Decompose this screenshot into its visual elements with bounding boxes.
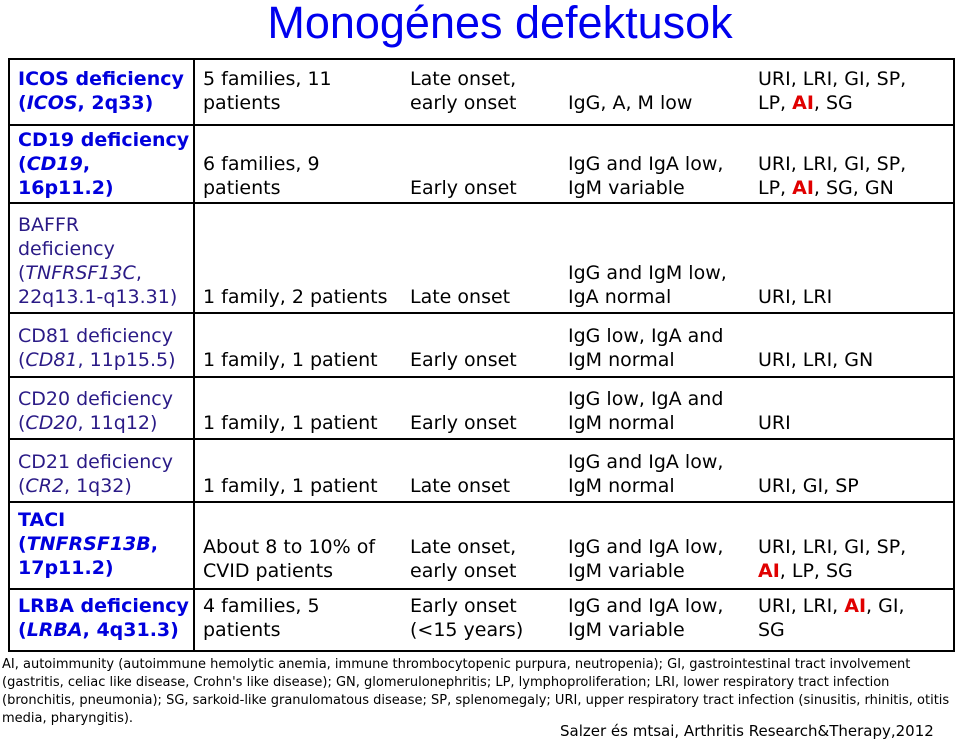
- ig-line: IgM variable: [568, 177, 685, 199]
- manif-text: URI, GI, SP: [758, 475, 859, 497]
- row-divider: [8, 312, 955, 314]
- row-divider: [8, 501, 955, 503]
- deficiency-label: BAFFR: [18, 214, 80, 236]
- table-border-right: [953, 58, 955, 652]
- ig-line: IgM variable: [568, 619, 685, 641]
- paren: ,: [150, 533, 158, 555]
- immunoglobulin-cell: [568, 594, 748, 642]
- onset-line: early onset: [410, 560, 517, 582]
- onset-cell: [410, 67, 560, 115]
- chromosome-locus: 16p11.2): [18, 177, 114, 199]
- onset-cell: [410, 176, 560, 200]
- manif-text: LP,: [758, 92, 793, 114]
- immunoglobulin-cell: [568, 261, 748, 309]
- ig-line: IgG low, IgA and: [568, 388, 724, 410]
- manifestations-cell: [758, 594, 953, 642]
- families-line: patients: [203, 92, 281, 114]
- chromosome-locus: 22q13.1-q13.31): [18, 286, 178, 308]
- paren: (: [18, 262, 26, 284]
- row-divider: [8, 376, 955, 378]
- families-line: 1 family, 1 patient: [203, 412, 378, 434]
- families-cell: [203, 67, 403, 115]
- paren: (: [18, 533, 27, 555]
- manifestations-cell: [758, 285, 953, 309]
- chromosome-locus: 17p11.2): [18, 557, 114, 579]
- gene-deficiency-name: [18, 508, 198, 580]
- families-line: patients: [203, 619, 281, 641]
- families-line: About 8 to 10% of: [203, 536, 376, 558]
- ig-line: IgG and IgA low,: [568, 595, 724, 617]
- paren: ,: [82, 153, 91, 175]
- families-line: CVID patients: [203, 560, 334, 582]
- manifestations-cell: [758, 535, 953, 583]
- row-divider: [8, 438, 955, 440]
- onset-line: Early onset: [410, 412, 517, 434]
- families-line: 1 family, 2 patients: [203, 286, 388, 308]
- gene-symbol: CD20: [25, 412, 78, 434]
- table-border-top: [8, 58, 955, 60]
- manif-text: , SG: [813, 92, 853, 114]
- immunoglobulin-cell: [568, 324, 748, 372]
- ig-line: IgG, A, M low: [568, 92, 693, 114]
- deficiency-label: ICOS deficiency: [18, 68, 184, 90]
- families-cell: [203, 348, 403, 372]
- deficiency-label: LRBA deficiency: [18, 595, 189, 617]
- manifestations-cell: [758, 474, 953, 498]
- families-cell: [203, 594, 403, 642]
- onset-cell: [410, 594, 560, 642]
- manifestations-cell: [758, 67, 953, 115]
- gene-symbol: CR2: [25, 475, 64, 497]
- ig-line: IgM variable: [568, 560, 685, 582]
- immunoglobulin-cell: [568, 152, 748, 200]
- gene-deficiency-name: [18, 213, 198, 309]
- gene-symbol: CD19: [26, 153, 83, 175]
- paren: (: [18, 475, 26, 497]
- manif-text: URI: [758, 412, 791, 434]
- onset-cell: [410, 348, 560, 372]
- deficiency-label: deficiency: [18, 238, 115, 260]
- chromosome-locus: , 1q32): [63, 475, 132, 497]
- manif-text: , GI,: [866, 595, 905, 617]
- manif-text: URI, LRI, GI, SP,: [758, 536, 907, 558]
- chromosome-locus: , 11q12): [77, 412, 158, 434]
- autoimmunity-highlight: AI: [758, 560, 780, 582]
- onset-line: (<15 years): [410, 619, 524, 641]
- ig-line: IgG low, IgA and: [568, 325, 724, 347]
- onset-line: Early onset: [410, 595, 517, 617]
- gene-deficiency-name: [18, 387, 198, 435]
- families-cell: [203, 535, 403, 583]
- families-line: 1 family, 1 patient: [203, 349, 378, 371]
- row-divider: [8, 124, 955, 126]
- manif-text: SG: [758, 619, 785, 641]
- families-cell: [203, 411, 403, 435]
- onset-line: Late onset,: [410, 68, 517, 90]
- paren: ,: [135, 262, 142, 284]
- families-line: 4 families, 5: [203, 595, 320, 617]
- onset-cell: [410, 411, 560, 435]
- deficiency-table: [8, 58, 955, 652]
- gene-symbol: TNFRSF13C: [25, 262, 136, 284]
- deficiency-label: CD19 deficiency: [18, 129, 190, 151]
- onset-line: Late onset: [410, 286, 511, 308]
- deficiency-label: CD81 deficiency: [18, 325, 173, 347]
- onset-line: early onset: [410, 92, 517, 114]
- gene-deficiency-name: [18, 128, 198, 200]
- table-border-bottom: [8, 650, 955, 652]
- manifestations-cell: [758, 348, 953, 372]
- chromosome-locus: , 4q31.3): [82, 619, 179, 641]
- gene-deficiency-name: [18, 594, 198, 642]
- autoimmunity-highlight: AI: [792, 177, 814, 199]
- deficiency-label: TACI: [18, 509, 66, 531]
- manif-text: URI, LRI, GI, SP,: [758, 68, 907, 90]
- abbreviation-footnote: AI, autoimmunity (autoimmune hemolytic anemia, immune thrombocytopenic purpura, neutropenia); GI, gastrointestinal tract involvement (gastritis, celiac like disease, Crohn's like disease); GN, glomerulonephritis; LP, lymphoproliferation; LRI, lower respiratory tract infection (bronchitis, pneumonia); SG, sarkoid-like granulomatous disease; SP, splenomegaly; URI, upper respiratory tract infection (sinusitis, rhinitis, otitis media, pharyngitis).: [2, 657, 950, 726]
- citation: Salzer és mtsai, Arthritis Research&Therapy,2012: [560, 722, 934, 740]
- families-line: patients: [203, 177, 281, 199]
- manifestations-cell: [758, 152, 953, 200]
- manif-text: LP,: [758, 177, 793, 199]
- immunoglobulin-cell: [568, 91, 748, 115]
- deficiency-label: CD21 deficiency: [18, 451, 173, 473]
- gene-symbol: ICOS: [26, 92, 78, 114]
- onset-cell: [410, 474, 560, 498]
- paren: (: [18, 349, 26, 371]
- families-line: 5 families, 11: [203, 68, 332, 90]
- manif-text: URI, LRI: [758, 286, 833, 308]
- families-line: 1 family, 1 patient: [203, 475, 378, 497]
- ig-line: IgA normal: [568, 286, 672, 308]
- table-border-left: [8, 58, 10, 652]
- gene-deficiency-name: [18, 450, 198, 498]
- manif-text: URI, LRI, GN: [758, 349, 874, 371]
- ig-line: IgM normal: [568, 475, 675, 497]
- onset-cell: [410, 535, 560, 583]
- manif-text: URI, LRI, GI, SP,: [758, 153, 907, 175]
- onset-line: Late onset: [410, 475, 511, 497]
- onset-line: Early onset: [410, 177, 517, 199]
- paren: (: [18, 619, 27, 641]
- deficiency-label: CD20 deficiency: [18, 388, 173, 410]
- paren: (: [18, 412, 26, 434]
- paren: (: [18, 153, 27, 175]
- gene-symbol: LRBA: [26, 619, 83, 641]
- ig-line: IgG and IgM low,: [568, 262, 727, 284]
- immunoglobulin-cell: [568, 450, 748, 498]
- row-divider: [8, 202, 955, 204]
- paren: (: [18, 92, 27, 114]
- ig-line: IgG and IgA low,: [568, 451, 724, 473]
- onset-cell: [410, 285, 560, 309]
- autoimmunity-highlight: AI: [844, 595, 867, 617]
- families-cell: [203, 152, 403, 200]
- manif-text: URI, LRI,: [758, 595, 845, 617]
- row-divider: [8, 588, 955, 590]
- ig-line: IgG and IgA low,: [568, 153, 724, 175]
- immunoglobulin-cell: [568, 387, 748, 435]
- ig-line: IgG and IgA low,: [568, 536, 724, 558]
- families-line: 6 families, 9: [203, 153, 320, 175]
- onset-line: Late onset,: [410, 536, 517, 558]
- autoimmunity-highlight: AI: [792, 92, 814, 114]
- manifestations-cell: [758, 411, 953, 435]
- onset-line: Early onset: [410, 349, 517, 371]
- immunoglobulin-cell: [568, 535, 748, 583]
- families-cell: [203, 285, 403, 309]
- gene-symbol: CD81: [25, 349, 78, 371]
- families-cell: [203, 474, 403, 498]
- gene-deficiency-name: [18, 67, 198, 115]
- ig-line: IgM normal: [568, 349, 675, 371]
- manif-text: , LP, SG: [779, 560, 853, 582]
- ig-line: IgM normal: [568, 412, 675, 434]
- gene-symbol: TNFRSF13B: [26, 533, 151, 555]
- gene-deficiency-name: [18, 324, 198, 372]
- chromosome-locus: , 2q33): [77, 92, 154, 114]
- chromosome-locus: , 11p15.5): [77, 349, 176, 371]
- manif-text: , SG, GN: [813, 177, 894, 199]
- page-title: Monogénes defektusok: [267, 0, 733, 48]
